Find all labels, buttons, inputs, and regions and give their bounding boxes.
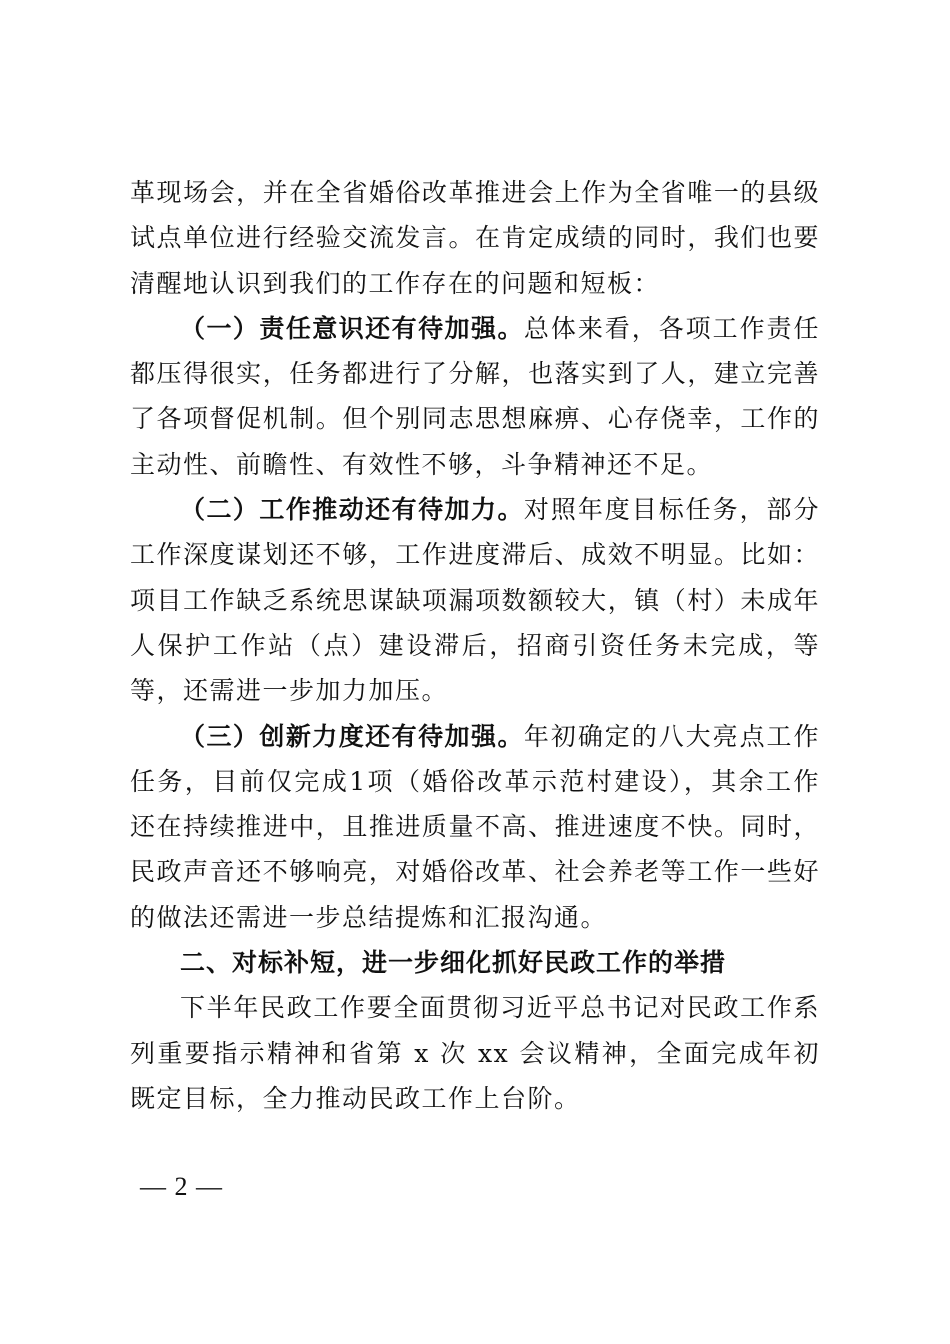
item-responsibility [130, 306, 820, 487]
paragraph-final: 下半年民政工作要全面贯彻习近平总书记对民政工作系列重要指示精神和省第 x 次 xx 会议精神，全面完成年初既定目标，全力推动民政工作上台阶。 [130, 993, 820, 1113]
item-lead: （二）工作推动还有待加力。 [180, 495, 524, 525]
item-text: 年初确定的八大亮点工作任务，目前仅完成1项（婚俗改革示范村建设），其余工作还在持续推进中，且推进质量不高、推进速度不快。同时，民政声音还不够响亮，对婚俗改革、社会养老等工作一些好的做法还需进一步总结提炼和汇报沟通。 [130, 721, 820, 932]
item-innovation [130, 714, 820, 940]
item-text: 对照年度目标任务，部分工作深度谋划还不够，工作进度滞后、成效不明显。比如：项目工作缺乏系统思谋缺项漏项数额较大，镇（村）未成年人保护工作站（点）建设滞后，招商引资任务未完成，等等，还需进一步加力加压。 [130, 495, 820, 706]
paragraph-continued: 革现场会，并在全省婚俗改革推进会上作为全省唯一的县级试点单位进行经验交流发言。在肯定成绩的同时，我们也要清醒地认识到我们的工作存在的问题和短板： [130, 178, 820, 298]
section-heading: 二、对标补短，进一步细化抓好民政工作的举措 [180, 948, 727, 978]
page-number: — 2 — [140, 1172, 223, 1201]
item-lead: （一）责任意识还有待加强。 [180, 313, 524, 343]
document-body [130, 170, 820, 1121]
item-work-promotion [130, 487, 820, 713]
item-text: 总体来看，各项工作责任都压得很实，任务都进行了分解，也落实到了人，建立完善了各项督促机制。但个别同志思想麻痹、心存侥幸，工作的主动性、前瞻性、有效性不够，斗争精神还不足。 [130, 313, 820, 479]
item-lead: （三）创新力度还有待加强。 [180, 721, 524, 751]
